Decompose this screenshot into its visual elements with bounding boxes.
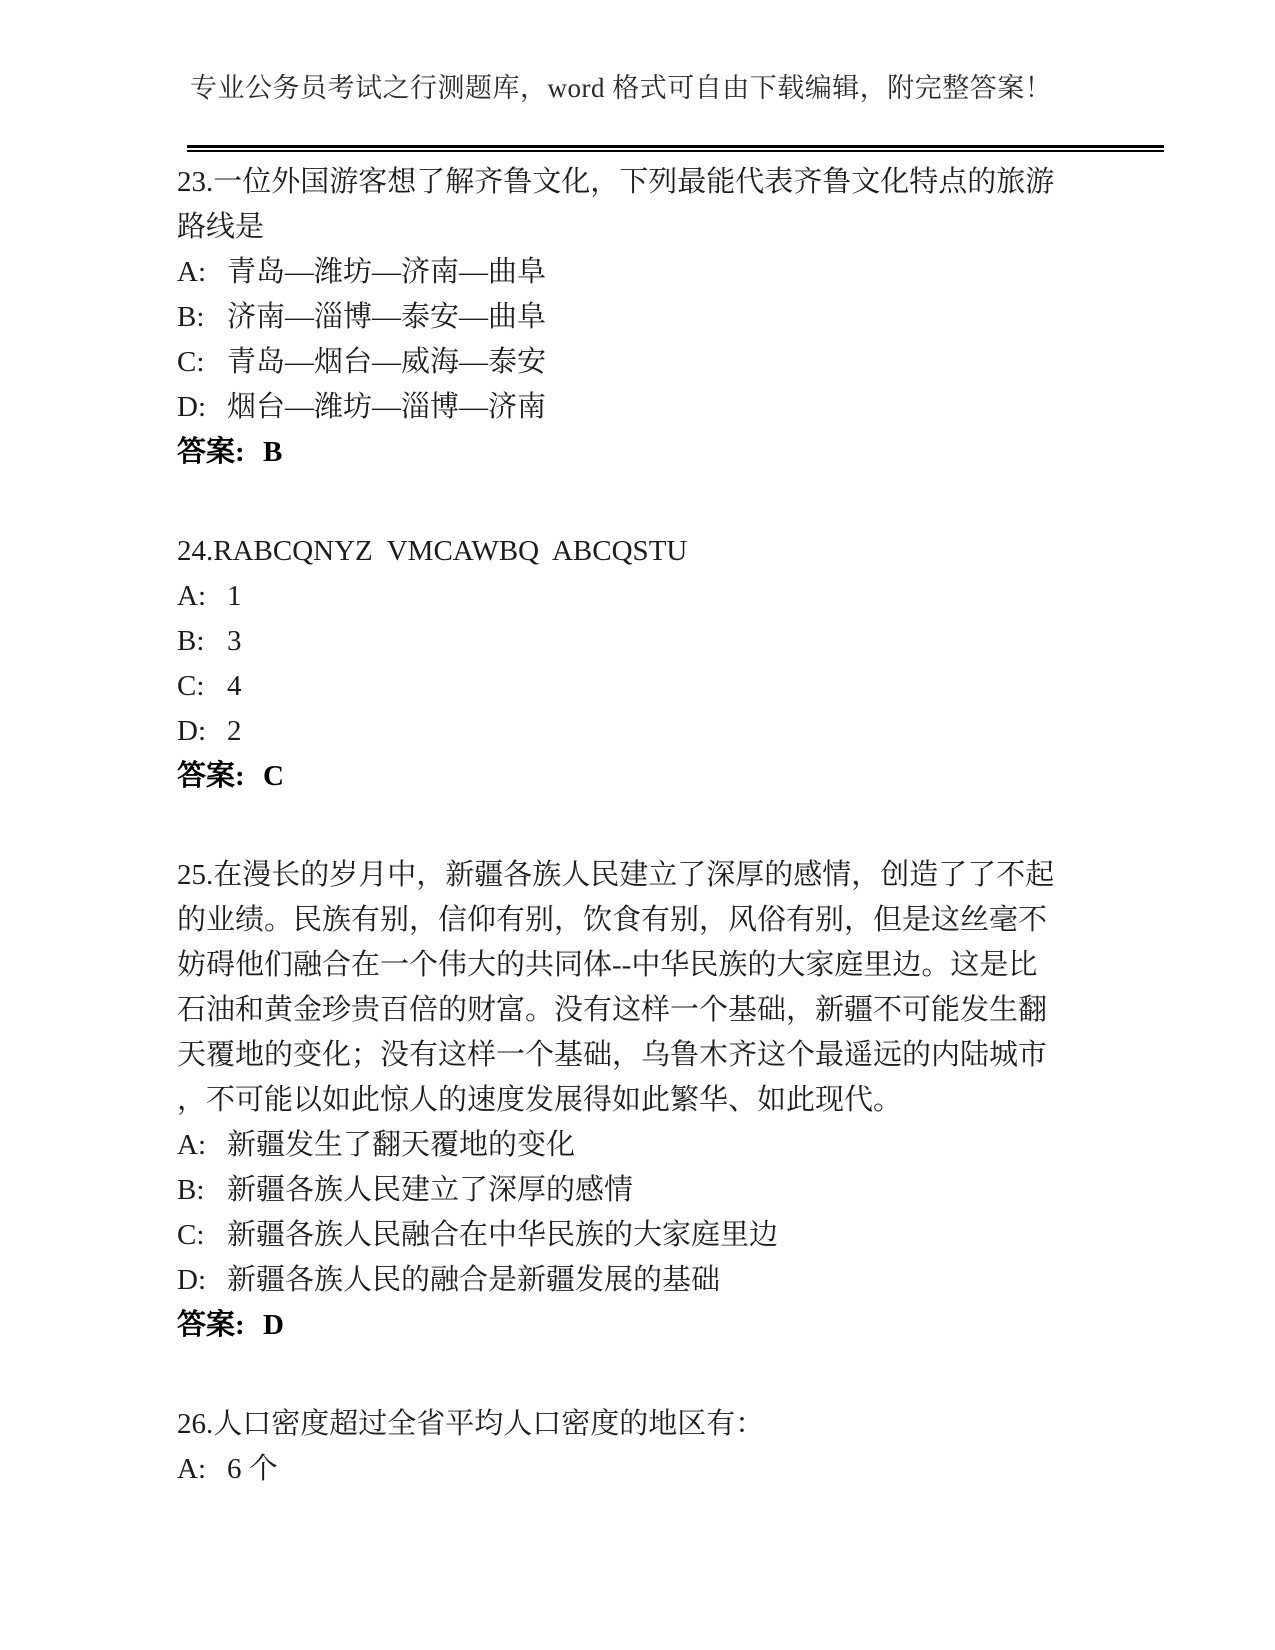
option-label: B:	[177, 1174, 205, 1206]
question-stem-line: ，不可能以如此惊人的速度发展得如此繁华、如此现代。	[177, 1084, 903, 1116]
option-row	[177, 1447, 1067, 1492]
option-text: 4	[227, 670, 242, 702]
question-block-24	[177, 529, 1067, 799]
option-label: C:	[177, 670, 205, 702]
question-block-26	[177, 1402, 1067, 1492]
answer-label: 答案:	[177, 1309, 245, 1341]
answer-value: D	[263, 1309, 284, 1341]
document-header-text: 专业公务员考试之行测题库，word 格式可自由下载编辑，附完整答案！	[190, 73, 1053, 103]
option-text: 2	[227, 715, 242, 747]
option-row	[177, 1213, 1067, 1258]
option-text: 青岛—潍坊—济南—曲阜	[227, 256, 547, 288]
question-stem-line: 妨碍他们融合在一个伟大的共同体--中华民族的大家庭里边。这是比	[177, 949, 1038, 981]
option-row	[177, 295, 1067, 340]
option-label: B:	[177, 625, 205, 657]
option-text: 济南—淄博—泰安—曲阜	[227, 301, 547, 333]
question-block-25	[177, 853, 1067, 1348]
question-stem-line: 25.在漫长的岁月中，新疆各族人民建立了深厚的感情，创造了了不起	[177, 859, 1055, 891]
option-text: 新疆发生了翻天覆地的变化	[227, 1129, 576, 1161]
option-row	[177, 1168, 1067, 1213]
header-double-rule	[187, 145, 1164, 152]
option-text: 新疆各族人民的融合是新疆发展的基础	[227, 1264, 721, 1296]
question-stem-line: 26.人口密度超过全省平均人口密度的地区有：	[177, 1408, 765, 1440]
option-text: 3	[227, 625, 242, 657]
question-stem-line: 的业绩。民族有别，信仰有别，饮食有别，风俗有别，但是这丝毫不	[177, 904, 1048, 936]
question-block-23	[177, 160, 1067, 475]
answer-label: 答案:	[177, 760, 245, 792]
answer-row	[177, 754, 1067, 799]
question-stem-line: 石油和黄金珍贵百倍的财富。没有这样一个基础，新疆不可能发生翻	[177, 994, 1048, 1026]
option-label: A:	[177, 256, 206, 288]
option-row	[177, 1123, 1067, 1168]
question-stem-line: 23.一位外国游客想了解齐鲁文化，下列最能代表齐鲁文化特点的旅游	[177, 166, 1055, 198]
question-stem-line: 路线是	[177, 211, 265, 243]
questions	[177, 152, 1067, 1546]
option-text: 1	[227, 580, 242, 612]
answer-label: 答案:	[177, 436, 245, 468]
option-row	[177, 709, 1067, 754]
question-stem-line: 24.RABCQNYZ VMCAWBQ ABCQSTU	[177, 535, 688, 567]
option-label: B:	[177, 301, 205, 333]
option-row	[177, 574, 1067, 619]
option-row	[177, 664, 1067, 709]
answer-row	[177, 430, 1067, 475]
answer-row	[177, 1303, 1067, 1348]
question-stem-line: 天覆地的变化；没有这样一个基础，乌鲁木齐这个最遥远的内陆城市	[177, 1039, 1048, 1071]
option-text: 新疆各族人民建立了深厚的感情	[227, 1174, 634, 1206]
option-text: 新疆各族人民融合在中华民族的大家庭里边	[227, 1219, 779, 1251]
option-row	[177, 619, 1067, 664]
option-label: D:	[177, 1264, 206, 1296]
option-row	[177, 1258, 1067, 1303]
option-row	[177, 385, 1067, 430]
answer-value: C	[263, 760, 284, 792]
option-text: 青岛—烟台—威海—泰安	[227, 346, 547, 378]
option-row	[177, 340, 1067, 385]
option-text: 6 个	[227, 1453, 278, 1485]
option-label: C:	[177, 346, 205, 378]
option-label: A:	[177, 1129, 206, 1161]
option-text: 烟台—潍坊—淄博—济南	[227, 391, 547, 423]
option-label: D:	[177, 715, 206, 747]
option-label: D:	[177, 391, 206, 423]
answer-value: B	[263, 436, 283, 468]
option-label: A:	[177, 1453, 206, 1485]
option-label: C:	[177, 1219, 205, 1251]
option-label: A:	[177, 580, 206, 612]
option-row	[177, 250, 1067, 295]
